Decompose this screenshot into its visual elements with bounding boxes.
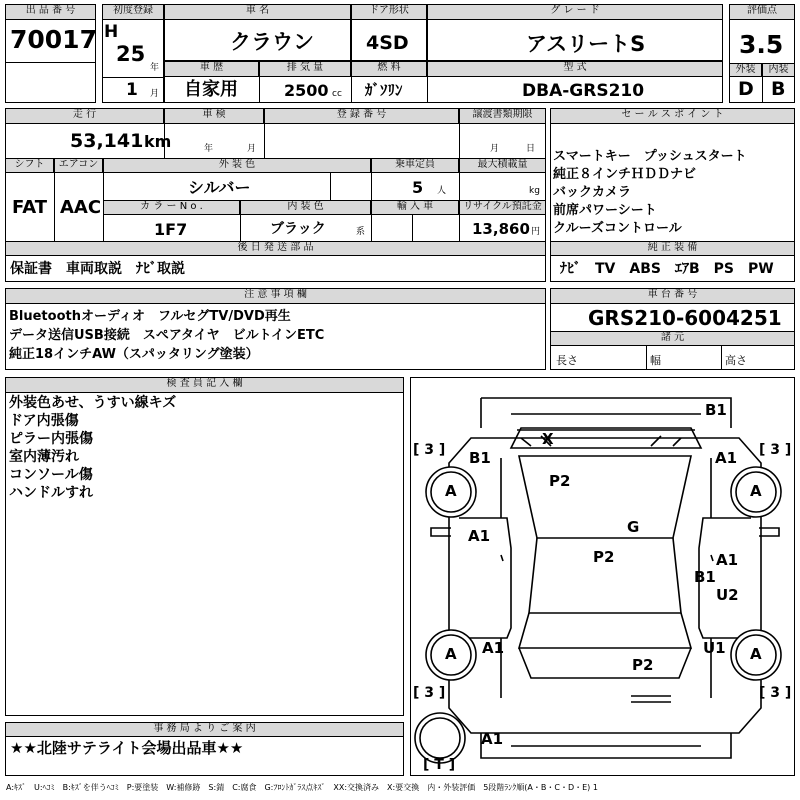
insp-month-unit: 月: [247, 144, 257, 154]
spec-label: 諸 元: [550, 331, 795, 346]
mark-quarter-rr: U1: [703, 639, 726, 657]
transfer-month-unit: 月: [490, 144, 500, 154]
grade-label: グ レ ー ド: [427, 4, 723, 20]
mark-door-rr-dent: B1: [694, 568, 716, 586]
inspector-line-5: コンソール傷: [9, 467, 93, 483]
color-no: 1F7: [154, 220, 188, 239]
recycle: 13,860: [472, 220, 530, 238]
recycle-unit: 円: [531, 227, 541, 237]
spare-tire: [ T ]: [423, 757, 456, 773]
score-label: 評価点: [729, 4, 795, 20]
sales-point-5: クルーズコントロール: [553, 221, 682, 236]
sales-point-3: バックカメラ: [553, 185, 632, 200]
inspection-label: 車 検: [164, 108, 264, 124]
import-label: 輸 入 車: [371, 200, 459, 215]
equip: ﾅﾋﾞ TV ABS ｴｱB PS PW: [560, 261, 774, 277]
note-line-1: Bluetoothオーディオ フルセグTV/DVD再生: [9, 309, 291, 324]
chassis-label: 車 台 番 号: [550, 288, 795, 304]
month-unit: 月: [150, 89, 160, 99]
wheel-front-right: A: [750, 482, 762, 500]
sales-point-4: 前席パワーシート: [553, 203, 657, 218]
door-type: 4SD: [366, 32, 409, 54]
inspector-line-1: 外装色あせ、うすい線キズ: [9, 395, 177, 411]
capacity-unit: 人: [437, 186, 447, 196]
lot-number: 70017: [10, 25, 97, 54]
mark-windshield: G: [627, 518, 640, 536]
score: 3.5: [739, 30, 784, 59]
inspector-line-3: ピラー内張傷: [9, 431, 93, 447]
inspector-line-2: ドア内張傷: [9, 413, 79, 429]
recycle-label: リサイクル預託金: [459, 200, 546, 215]
int-label: 内装: [762, 63, 795, 77]
displacement: 2500: [284, 81, 329, 100]
tire-tread-fr: [ 3 ]: [759, 442, 792, 458]
mark-quarter-rl: A1: [482, 639, 505, 657]
tire-tread-rr: [ 3 ]: [759, 685, 792, 701]
equip-label: 純 正 装 備: [550, 241, 795, 256]
wheel-front-left: A: [445, 482, 457, 500]
mileage-unit: km: [144, 132, 172, 151]
month: 1: [126, 80, 138, 100]
capacity: 5: [412, 178, 424, 197]
wheel-rear-left: A: [445, 645, 457, 663]
load-label: 最大積載量: [459, 158, 546, 173]
displacement-label: 排 気 量: [259, 61, 351, 77]
fuel-label: 燃 料: [351, 61, 427, 77]
door-label: ドア形状: [351, 4, 427, 20]
capacity-label: 乗車定員: [371, 158, 459, 173]
int-grade: B: [771, 78, 786, 100]
int-color-label: 内 装 色: [240, 200, 371, 215]
mark-roof: P2: [593, 548, 615, 566]
ac-label: エアコン: [54, 158, 103, 173]
shift-label: シフト: [5, 158, 54, 173]
ext-label: 外装: [729, 63, 762, 77]
model: DBA-GRS210: [522, 81, 645, 101]
era: H: [104, 22, 119, 42]
mark-bonnet: P2: [549, 472, 571, 490]
mark-fender-fl: B1: [469, 449, 491, 467]
height-label: 高さ: [725, 354, 747, 367]
first-reg-label: 初度登録: [102, 4, 164, 20]
mark-rear-bumper: A1: [481, 730, 504, 748]
mark-door-fl: A1: [468, 527, 491, 545]
grade: アスリートS: [526, 32, 646, 56]
year: 25: [116, 42, 146, 66]
transfer-label: 譲渡書類期限: [459, 108, 546, 124]
transfer-day-unit: 日: [526, 144, 536, 154]
chassis-number: GRS210-6004251: [588, 306, 782, 330]
office-text: ★★北陸サテライト会場出品車★★: [10, 739, 244, 757]
sales-point-2: 純正８インチＨＤＤナビ: [553, 167, 697, 182]
mark-fender-fr: A1: [715, 449, 738, 467]
note-line-3: 純正18インチAW（スパッタリング塗装）: [9, 347, 259, 362]
mark-door-rr: U2: [716, 586, 739, 604]
color: シルバー: [188, 178, 251, 197]
fuel: ｶﾞｿﾘﾝ: [365, 81, 403, 99]
car-name-label: 車 名: [164, 4, 351, 20]
later-label: 後 日 発 送 部 品: [5, 241, 546, 256]
color-label: 外 装 色: [103, 158, 371, 173]
inspector-line-6: ハンドルすれ: [9, 485, 93, 501]
load-unit: kg: [529, 186, 540, 196]
legend: A:ｷｽﾞ U:ﾍｺﾐ B:ｷｽﾞを伴うﾍｺﾐ P:要塗装 W:補修跡 S:錆 C:腐食 G:ﾌﾛﾝﾄｶﾞﾗｽ点ｷｽﾞ XX:交換済み X:要交換 内・外装評価 5段階ﾗﾝｸ順(A・B・C・D・E) 1: [6, 783, 598, 792]
color-no-label: カ ラ ー N o .: [103, 200, 240, 215]
later-parts: 保証書 車両取説 ﾅﾋﾞ取説: [10, 261, 185, 277]
inspector-line-4: 室内薄汚れ: [9, 449, 79, 465]
car-diagram: [410, 377, 795, 776]
mark-door-fr: A1: [716, 551, 739, 569]
ac: AAC: [60, 197, 102, 218]
mark-grille: X: [542, 430, 554, 448]
note-line-2: データ送信USB接続 スペアタイヤ ビルトインETC: [9, 328, 325, 343]
reg-label: 登 録 番 号: [264, 108, 459, 124]
displacement-unit: cc: [332, 89, 342, 99]
year-unit: 年: [150, 63, 160, 73]
notes-label: 注 意 事 項 欄: [5, 288, 546, 304]
mark-trunk: P2: [632, 656, 654, 674]
int-color-unit: 系: [356, 227, 366, 237]
wheel-circles: [411, 378, 796, 777]
shift: FAT: [12, 197, 48, 218]
ext-grade: D: [738, 78, 754, 100]
inspector-label: 検 査 員 記 入 欄: [5, 377, 404, 393]
lot-label: 出 品 番 号: [5, 4, 96, 20]
mileage-label: 走 行: [5, 108, 164, 124]
wheel-rear-right: A: [750, 645, 762, 663]
car-name: クラウン: [230, 30, 314, 54]
int-color: ブラック: [270, 221, 326, 237]
mark-front-bumper: B1: [705, 401, 727, 419]
history-label: 車 歴: [164, 61, 259, 77]
office-label: 事 務 局 よ り ご 案 内: [5, 722, 404, 737]
tire-tread-fl: [ 3 ]: [413, 442, 446, 458]
history: 自家用: [184, 79, 238, 100]
width-label: 幅: [650, 354, 661, 367]
sales-label: セ ー ル ス ポ イ ン ト: [550, 108, 795, 124]
model-label: 型 式: [427, 61, 723, 77]
mileage: 53,141: [70, 130, 144, 152]
length-label: 長さ: [556, 354, 578, 367]
insp-year-unit: 年: [204, 144, 214, 154]
tire-tread-rl: [ 3 ]: [413, 685, 446, 701]
sales-point-1: スマートキー プッシュスタート: [553, 149, 747, 164]
